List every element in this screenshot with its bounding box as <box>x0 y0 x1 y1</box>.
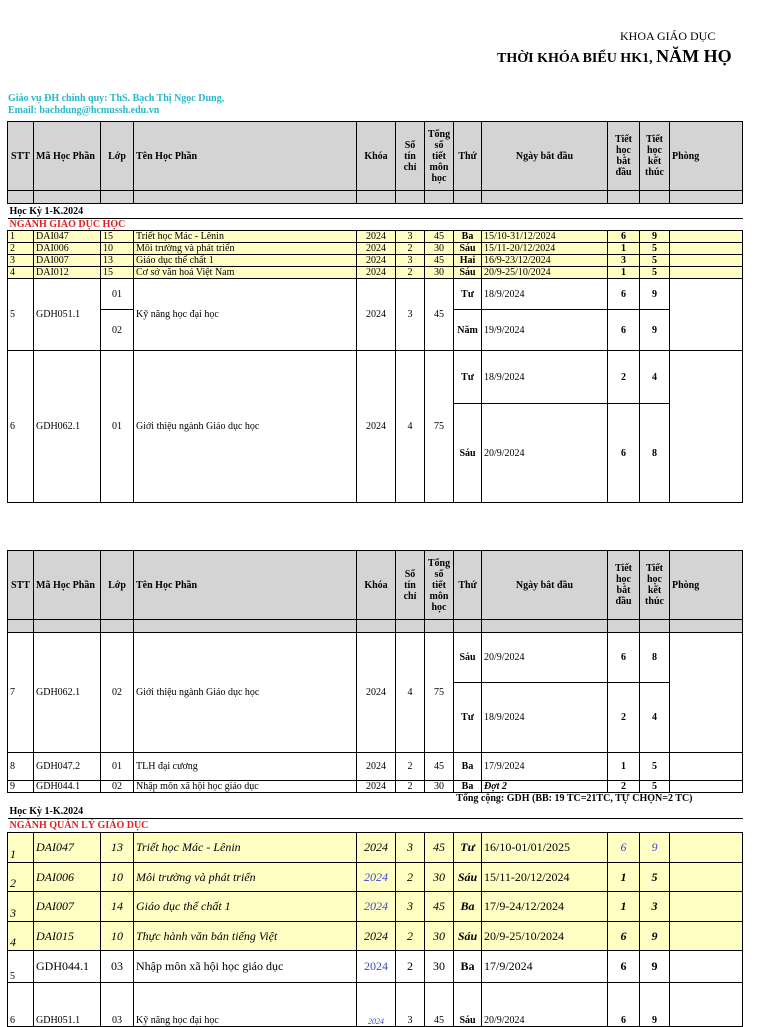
cell-credits: 2 <box>396 863 425 892</box>
cell-day: Tư <box>454 683 482 753</box>
cell-code: DAI015 <box>34 922 101 951</box>
cell-date: 20/9-25/10/2024 <box>482 267 608 279</box>
table-row <box>8 781 743 793</box>
cell-day: Tư <box>454 833 482 863</box>
schedule-table-1 <box>7 121 743 503</box>
cell-credits: 3 <box>396 279 425 351</box>
cell-stt: 7 <box>8 633 34 753</box>
cell-room <box>670 633 743 753</box>
cell-class: 02 <box>101 633 134 753</box>
cell-end: 9 <box>640 279 670 310</box>
table-row <box>8 983 743 1027</box>
cell-course: 2024 <box>357 781 396 793</box>
col-end-period: Tiết học kết thúc <box>640 551 670 620</box>
cell-course: 2024 <box>357 243 396 255</box>
cell-stt: 3 <box>8 255 34 267</box>
cell-start: 1 <box>608 267 640 279</box>
cell-code: GDH051.1 <box>34 983 101 1027</box>
table-header-row <box>8 551 743 620</box>
cell-periods: 30 <box>425 951 454 983</box>
cell-name: Giới thiệu ngành Giáo dục học <box>134 351 357 503</box>
cell-code: DAI007 <box>34 892 101 922</box>
cell-course: 2024 <box>357 922 396 951</box>
faculty-name: KHOA GIÁO DỤC <box>620 29 716 43</box>
contact-info <box>8 93 224 117</box>
cell-date: 18/9/2024 <box>482 351 608 404</box>
cell-code: GDH062.1 <box>34 351 101 503</box>
cell-start: 6 <box>608 231 640 243</box>
col-start-period: Tiết học bắt đầu <box>608 122 640 191</box>
contact-email[interactable]: Email: bachdung@hcmussh.edu.vn <box>8 105 160 116</box>
col-start-period: Tiết học bắt đầu <box>608 551 640 620</box>
cell-credits: 2 <box>396 951 425 983</box>
col-class: Lớp <box>101 551 134 620</box>
cell-date: 16/9-23/12/2024 <box>482 255 608 267</box>
cell-course: 2024 <box>357 279 396 351</box>
col-course: Khóa <box>357 122 396 191</box>
cell-date: 19/9/2024 <box>482 310 608 351</box>
cell-end: 4 <box>640 683 670 753</box>
contact-name: Giáo vụ ĐH chính quy: ThS. Bạch Thị Ngọc Dung, <box>8 93 225 104</box>
table-row <box>8 951 743 983</box>
cell-course: 2024 <box>357 633 396 753</box>
cell-credits: 3 <box>396 983 425 1027</box>
total-label: Tổng cộng: GDH (BB: 19 TC=21TC, TỰ CHỌN=2 TC) <box>456 793 693 805</box>
semester-label: Học Kỳ 1-K.2024 <box>8 204 743 219</box>
cell-end: 9 <box>640 310 670 351</box>
cell-periods: 30 <box>425 781 454 793</box>
cell-stt: 6 <box>8 983 34 1027</box>
cell-credits: 2 <box>396 753 425 781</box>
cell-course: 2024 <box>357 892 396 922</box>
cell-end: 8 <box>640 404 670 503</box>
cell-periods: 30 <box>425 267 454 279</box>
cell-room <box>670 863 743 892</box>
cell-periods: 45 <box>425 753 454 781</box>
cell-day: Ba <box>454 892 482 922</box>
cell-start: 6 <box>608 633 640 683</box>
cell-day: Hai <box>454 255 482 267</box>
cell-date: 16/10-01/01/2025 <box>482 833 608 863</box>
col-day: Thứ <box>454 122 482 191</box>
cell-credits: 3 <box>396 231 425 243</box>
cell-stt: 3 <box>8 892 34 922</box>
cell-end: 5 <box>640 255 670 267</box>
cell-end: 5 <box>640 243 670 255</box>
cell-end: 9 <box>640 922 670 951</box>
cell-course: 2024 <box>357 983 396 1027</box>
cell-periods: 45 <box>425 833 454 863</box>
cell-date: 20/9/2024 <box>482 404 608 503</box>
schedule-title <box>497 46 732 67</box>
cell-date: Đợt 2 <box>482 781 608 793</box>
cell-day: Tư <box>454 351 482 404</box>
table-row <box>8 633 743 683</box>
table-row <box>8 279 743 310</box>
cell-periods: 30 <box>425 863 454 892</box>
cell-periods: 45 <box>425 983 454 1027</box>
cell-credits: 3 <box>396 833 425 863</box>
cell-code: GDH044.1 <box>34 781 101 793</box>
table-row <box>8 267 743 279</box>
cell-day: Sáu <box>454 863 482 892</box>
schedule-table-2 <box>7 550 743 1027</box>
cell-name: TLH đại cương <box>134 753 357 781</box>
cell-name: Nhập môn xã hội học giáo dục <box>134 951 357 983</box>
cell-start: 1 <box>608 863 640 892</box>
major-row <box>8 219 743 231</box>
table-row <box>8 863 743 892</box>
cell-date: 15/11-20/12/2024 <box>482 863 608 892</box>
cell-periods: 45 <box>425 892 454 922</box>
cell-start: 1 <box>608 243 640 255</box>
cell-date: 17/9-24/12/2024 <box>482 892 608 922</box>
cell-stt: 4 <box>8 267 34 279</box>
cell-day: Sáu <box>454 267 482 279</box>
col-room: Phòng <box>670 122 743 191</box>
cell-end: 5 <box>640 753 670 781</box>
cell-day: Ba <box>454 231 482 243</box>
cell-name: Giáo dục thể chất 1 <box>134 892 357 922</box>
cell-class: 10 <box>101 243 134 255</box>
cell-stt: 6 <box>8 351 34 503</box>
cell-periods: 45 <box>425 231 454 243</box>
table-row <box>8 833 743 863</box>
cell-date: 15/10-31/12/2024 <box>482 231 608 243</box>
cell-class: 02 <box>101 781 134 793</box>
cell-day: Tư <box>454 279 482 310</box>
cell-credits: 2 <box>396 922 425 951</box>
col-code: Mã Học Phần <box>34 122 101 191</box>
cell-date: 15/11-20/12/2024 <box>482 243 608 255</box>
cell-code: DAI006 <box>34 863 101 892</box>
cell-room <box>670 833 743 863</box>
col-start-date: Ngày bắt đầu <box>482 122 608 191</box>
spacer-row <box>8 620 743 633</box>
table-row <box>8 892 743 922</box>
cell-room <box>670 351 743 503</box>
col-credits: Số tín chỉ <box>396 551 425 620</box>
cell-room <box>670 279 743 351</box>
col-code: Mã Học Phần <box>34 551 101 620</box>
cell-class: 15 <box>101 267 134 279</box>
cell-start: 6 <box>608 310 640 351</box>
cell-class: 01 <box>101 753 134 781</box>
cell-end: 5 <box>640 863 670 892</box>
col-class: Lớp <box>101 122 134 191</box>
table-row <box>8 922 743 951</box>
table-row <box>8 231 743 243</box>
col-room: Phòng <box>670 551 743 620</box>
title-part-large: NĂM HỌ <box>656 46 732 66</box>
cell-room <box>670 753 743 781</box>
cell-class: 01 <box>101 351 134 503</box>
cell-stt: 1 <box>8 231 34 243</box>
cell-room <box>670 231 743 243</box>
col-name: Tên Học Phần <box>134 122 357 191</box>
table-header-row <box>8 122 743 191</box>
cell-class: 14 <box>101 892 134 922</box>
cell-class: 13 <box>101 833 134 863</box>
cell-day: Ba <box>454 781 482 793</box>
cell-date: 17/9/2024 <box>482 753 608 781</box>
cell-day: Sáu <box>454 404 482 503</box>
cell-day: Sáu <box>454 922 482 951</box>
cell-room <box>670 243 743 255</box>
col-end-period: Tiết học kết thúc <box>640 122 670 191</box>
col-periods: Tổng số tiết môn học <box>425 551 454 620</box>
cell-class: 10 <box>101 863 134 892</box>
major-label: NGÀNH QUẢN LÝ GIÁO DỤC <box>9 820 149 831</box>
cell-name: Giới thiệu ngành Giáo dục học <box>134 633 357 753</box>
cell-code: DAI047 <box>34 833 101 863</box>
cell-code: GDH047.2 <box>34 753 101 781</box>
cell-end: 9 <box>640 833 670 863</box>
cell-start: 6 <box>608 983 640 1027</box>
cell-date: 18/9/2024 <box>482 279 608 310</box>
cell-room <box>670 951 743 983</box>
cell-start: 2 <box>608 351 640 404</box>
semester-row <box>8 204 743 219</box>
cell-start: 1 <box>608 892 640 922</box>
cell-start: 6 <box>608 951 640 983</box>
semester-label: Học Kỳ 1-K.2024 <box>8 805 743 819</box>
cell-stt: 5 <box>8 279 34 351</box>
cell-day: Năm <box>454 310 482 351</box>
cell-class: 02 <box>101 310 134 351</box>
cell-class: 13 <box>101 255 134 267</box>
cell-periods: 75 <box>425 633 454 753</box>
cell-course: 2024 <box>357 951 396 983</box>
cell-credits: 2 <box>396 267 425 279</box>
cell-stt: 2 <box>8 243 34 255</box>
cell-room <box>670 922 743 951</box>
cell-stt: 5 <box>8 951 34 983</box>
col-name: Tên Học Phần <box>134 551 357 620</box>
cell-date: 20/9/2024 <box>482 633 608 683</box>
cell-room <box>670 892 743 922</box>
cell-stt: 2 <box>8 863 34 892</box>
cell-day: Sáu <box>454 983 482 1027</box>
semester-row <box>8 805 743 819</box>
table-row <box>8 351 743 404</box>
cell-course: 2024 <box>357 833 396 863</box>
cell-periods: 30 <box>425 922 454 951</box>
table-row <box>8 753 743 781</box>
cell-date: 17/9/2024 <box>482 951 608 983</box>
col-stt: STT <box>8 122 34 191</box>
cell-name: Triết học Mác - Lênin <box>134 231 357 243</box>
cell-class: 15 <box>101 231 134 243</box>
cell-stt: 4 <box>8 922 34 951</box>
cell-code: DAI047 <box>34 231 101 243</box>
cell-start: 2 <box>608 781 640 793</box>
cell-stt: 9 <box>8 781 34 793</box>
cell-course: 2024 <box>357 351 396 503</box>
col-credits: Số tín chỉ <box>396 122 425 191</box>
cell-day: Sáu <box>454 633 482 683</box>
cell-end: 8 <box>640 633 670 683</box>
cell-class: 03 <box>101 951 134 983</box>
cell-name: Nhập môn xã hội học giáo dục <box>134 781 357 793</box>
cell-room <box>670 267 743 279</box>
cell-start: 3 <box>608 255 640 267</box>
cell-class: 03 <box>101 983 134 1027</box>
cell-room <box>670 983 743 1027</box>
cell-room <box>670 255 743 267</box>
cell-end: 3 <box>640 892 670 922</box>
cell-credits: 4 <box>396 633 425 753</box>
cell-day: Ba <box>454 753 482 781</box>
cell-class: 10 <box>101 922 134 951</box>
cell-credits: 3 <box>396 255 425 267</box>
cell-code: GDH062.1 <box>34 633 101 753</box>
cell-name: Môi trường và phát triển <box>134 243 357 255</box>
col-day: Thứ <box>454 551 482 620</box>
cell-code: GDH044.1 <box>34 951 101 983</box>
cell-end: 9 <box>640 951 670 983</box>
cell-course: 2024 <box>357 863 396 892</box>
cell-day: Ba <box>454 951 482 983</box>
cell-day: Sáu <box>454 243 482 255</box>
cell-end: 5 <box>640 267 670 279</box>
cell-room <box>670 781 743 793</box>
cell-credits: 2 <box>396 243 425 255</box>
col-start-date: Ngày bắt đầu <box>482 551 608 620</box>
cell-name: Môi trường và phát triển <box>134 863 357 892</box>
cell-code: DAI007 <box>34 255 101 267</box>
major-row <box>8 819 743 833</box>
cell-start: 6 <box>608 833 640 863</box>
title-part: THỜI KHÓA BIỂU HK1, <box>497 51 657 66</box>
cell-end: 4 <box>640 351 670 404</box>
cell-name: Thực hành văn bản tiếng Việt <box>134 922 357 951</box>
total-row <box>8 793 743 805</box>
cell-end: 9 <box>640 231 670 243</box>
cell-end: 9 <box>640 983 670 1027</box>
cell-code: GDH051.1 <box>34 279 101 351</box>
cell-name: Kỹ năng học đại học <box>134 983 357 1027</box>
cell-course: 2024 <box>357 255 396 267</box>
cell-start: 2 <box>608 683 640 753</box>
cell-stt: 8 <box>8 753 34 781</box>
cell-course: 2024 <box>357 753 396 781</box>
cell-credits: 3 <box>396 892 425 922</box>
cell-course: 2024 <box>357 231 396 243</box>
cell-periods: 30 <box>425 243 454 255</box>
cell-periods: 45 <box>425 255 454 267</box>
major-label: NGÀNH GIÁO DỤC HỌC <box>9 219 126 230</box>
cell-start: 6 <box>608 279 640 310</box>
col-periods: Tổng số tiết môn học <box>425 122 454 191</box>
cell-credits: 4 <box>396 351 425 503</box>
cell-code: DAI012 <box>34 267 101 279</box>
cell-name: Cơ sở văn hoá Việt Nam <box>134 267 357 279</box>
cell-credits: 2 <box>396 781 425 793</box>
col-course: Khóa <box>357 551 396 620</box>
cell-end: 5 <box>640 781 670 793</box>
cell-date: 20/9/2024 <box>482 983 608 1027</box>
cell-start: 1 <box>608 753 640 781</box>
spacer-row <box>8 191 743 204</box>
cell-class: 01 <box>101 279 134 310</box>
cell-start: 6 <box>608 922 640 951</box>
cell-course: 2024 <box>357 267 396 279</box>
cell-name: Giáo dục thể chất 1 <box>134 255 357 267</box>
col-stt: STT <box>8 551 34 620</box>
cell-start: 6 <box>608 404 640 503</box>
cell-stt: 1 <box>8 833 34 863</box>
cell-code: DAI006 <box>34 243 101 255</box>
cell-name: Kỹ năng học đại học <box>134 279 357 351</box>
table-row <box>8 255 743 267</box>
cell-date: 18/9/2024 <box>482 683 608 753</box>
cell-periods: 45 <box>425 279 454 351</box>
cell-date: 20/9-25/10/2024 <box>482 922 608 951</box>
cell-periods: 75 <box>425 351 454 503</box>
cell-name: Triết học Mác - Lênin <box>134 833 357 863</box>
table-row <box>8 243 743 255</box>
